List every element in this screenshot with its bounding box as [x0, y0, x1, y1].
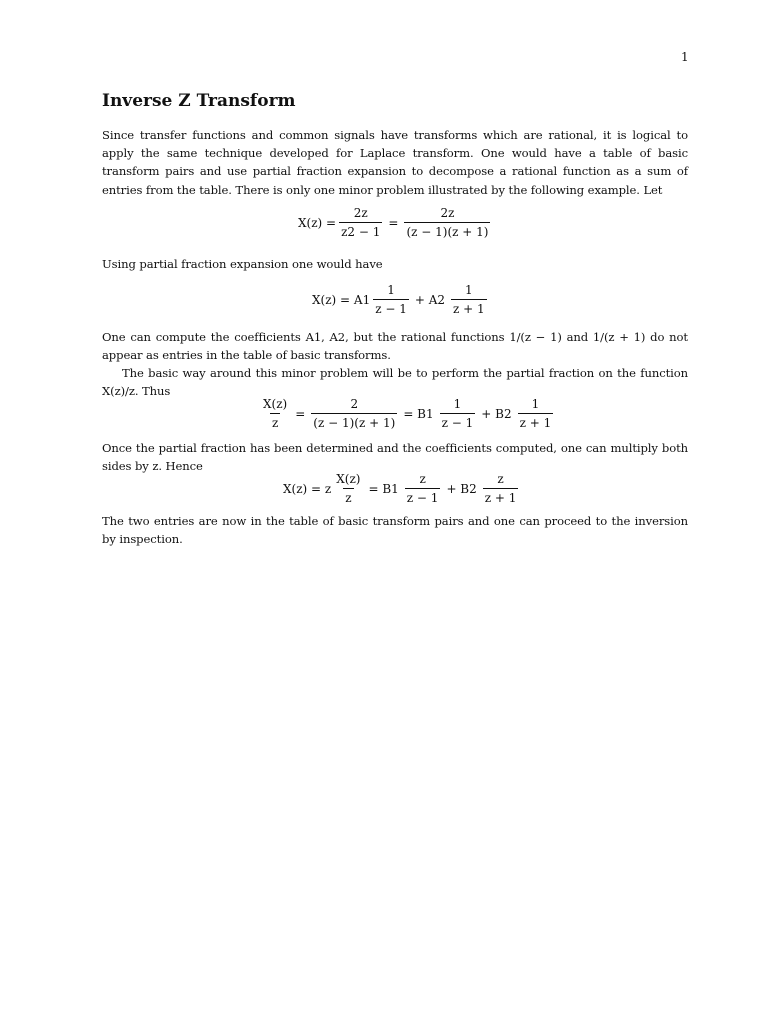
numerator: X(z) [263, 397, 288, 411]
denominator: z [343, 488, 353, 505]
fraction [518, 397, 554, 430]
numerator: 2 [350, 397, 359, 411]
paragraph-expansion: Using partial fraction expansion one would have [102, 257, 383, 271]
numerator: 2z [353, 206, 368, 220]
plus-term: + B2 [446, 481, 477, 496]
equals-sign: = [388, 215, 399, 230]
paragraph-intro: Since transfer functions and common signals have transforms which are rational, it is logical to apply the same technique developed for Laplace transform. One would have a table of basic transform pairs and use partial fraction expansion to decompose a rational function as a sum of entries from the table. There is only one minor problem illustrated by the following example. Let [102, 128, 688, 197]
numerator: X(z) [336, 472, 361, 486]
fraction [373, 283, 409, 316]
denominator: z [270, 413, 280, 430]
equation-x-over-z [258, 397, 556, 430]
paragraph-conclusion: The two entries are now in the table of basic transform pairs and one can proceed to the inversion by inspection. [102, 514, 688, 547]
numerator: 1 [453, 397, 462, 411]
denominator: z − 1 [373, 299, 409, 316]
fraction [451, 283, 487, 316]
equals-term: = B1 [368, 481, 399, 496]
equation-partial-fraction [312, 283, 490, 316]
denominator: z − 1 [440, 413, 476, 430]
fraction [334, 472, 362, 505]
fraction [440, 397, 476, 430]
denominator: z + 1 [483, 488, 519, 505]
paragraph-coefficients: One can compute the coefficients A1, A2, but the rational functions 1/(z − 1) and 1/(z + 1) do not appear as entries in the table of basic transforms. [102, 330, 688, 363]
fraction [405, 472, 441, 505]
equation-lhs: X(z) = z [283, 481, 332, 496]
fraction [261, 397, 289, 430]
denominator: (z − 1)(z + 1) [404, 222, 490, 239]
numerator: z [497, 472, 504, 486]
denominator: z2 − 1 [339, 222, 382, 239]
numerator: 1 [531, 397, 540, 411]
equation-lhs: X(z) = [298, 215, 337, 230]
fraction [339, 206, 382, 239]
fraction [311, 397, 397, 430]
page-number: 1 [681, 50, 689, 64]
equals-term: = B1 [403, 406, 434, 421]
plus-term: + B2 [481, 406, 512, 421]
paragraph-workaround: The basic way around this minor problem will be to perform the partial fraction on the function X(z)/z. Thus [102, 366, 688, 399]
fraction [404, 206, 490, 239]
plus-term: + A2 [414, 292, 446, 307]
fraction [483, 472, 519, 505]
equation-lhs: X(z) = A1 [312, 292, 371, 307]
equals-sign: = [295, 406, 306, 421]
page-title: Inverse Z Transform [102, 91, 296, 111]
denominator: z − 1 [405, 488, 441, 505]
denominator: (z − 1)(z + 1) [311, 413, 397, 430]
paragraph-multiply: Once the partial fraction has been determined and the coefficients computed, one can multiply both sides by z. Hence [102, 441, 688, 474]
denominator: z + 1 [518, 413, 554, 430]
numerator: 2z [440, 206, 455, 220]
denominator: z + 1 [451, 299, 487, 316]
numerator: 1 [387, 283, 395, 297]
equation-x-of-z [298, 206, 493, 239]
numerator: 1 [465, 283, 473, 297]
numerator: z [419, 472, 426, 486]
equation-final-form [283, 472, 521, 505]
